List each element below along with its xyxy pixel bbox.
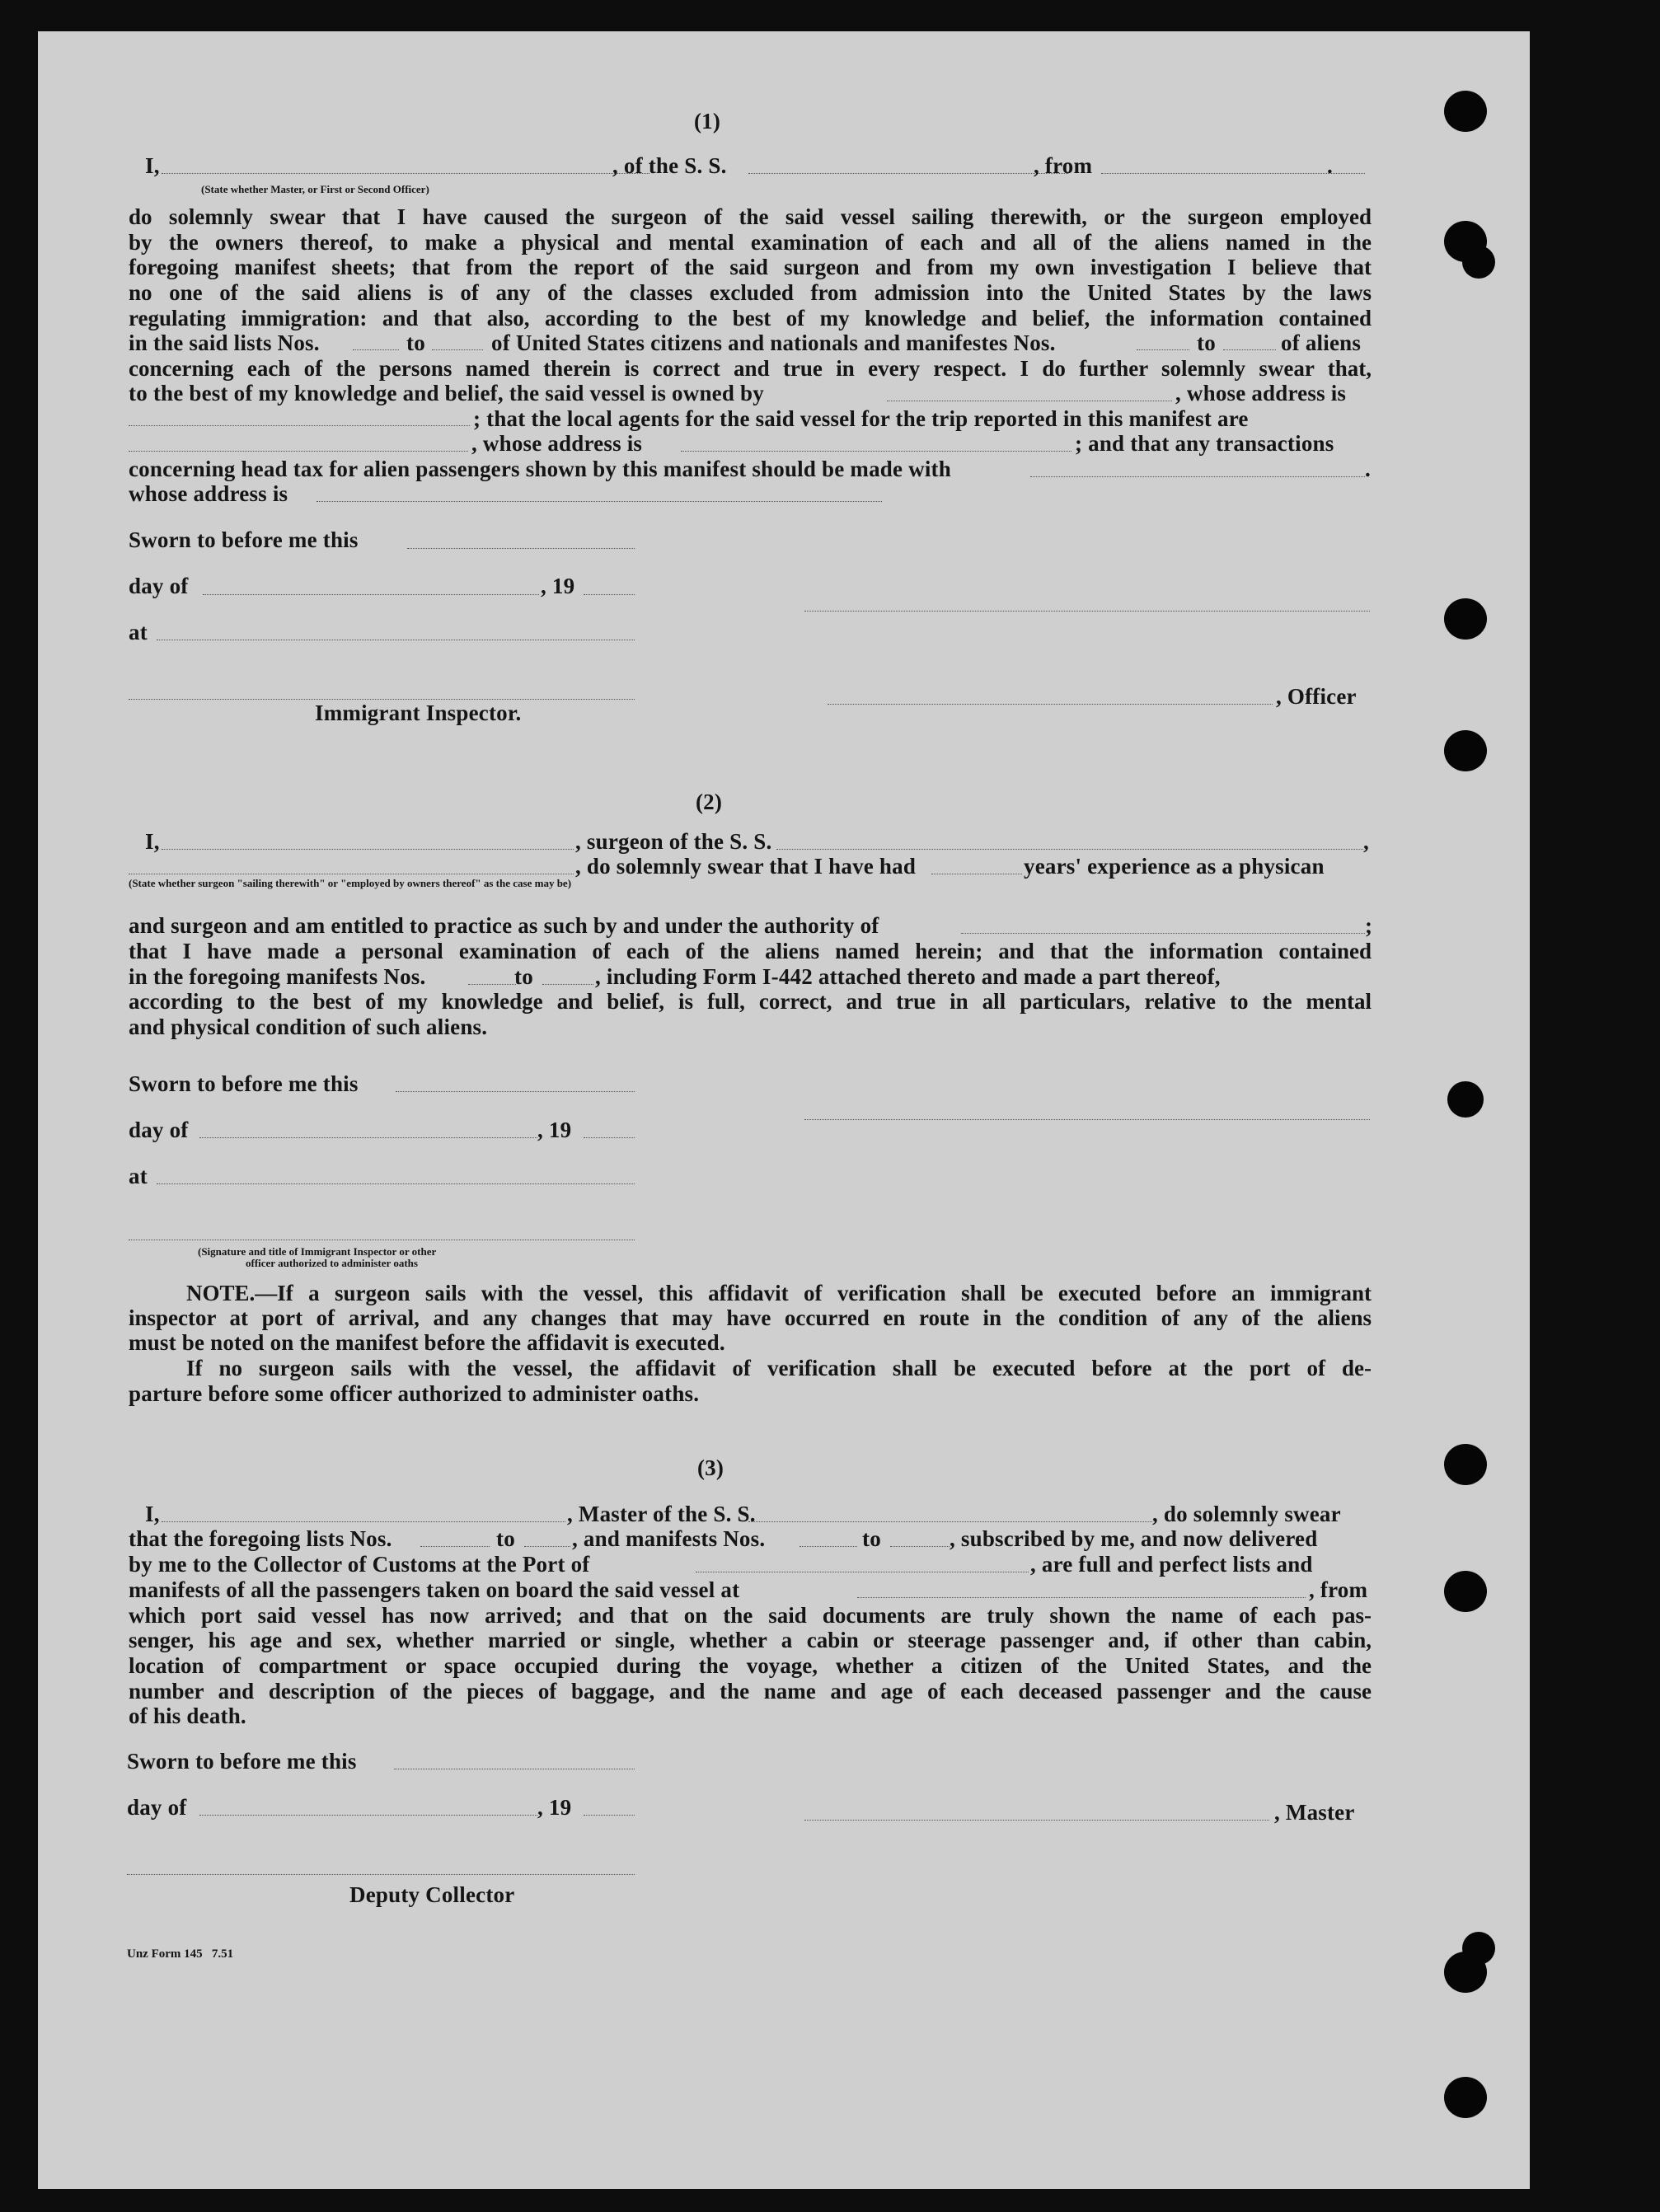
s3-line-5: which port said vessel has now arrived; and that on the said documents are truly shown the name of each pas- [129,1603,1372,1628]
s3-i-label: I, [145,1502,160,1526]
vessel-name-field[interactable] [748,173,1068,174]
punch-hole [1444,1571,1487,1612]
s2-year-field[interactable] [584,1137,635,1138]
s3-line-9: of his death. [129,1704,246,1728]
s3-line-8: number and description of the pieces of baggage, and the name and age of each deceased passenger and the cause [129,1679,1372,1704]
surgeon-name-field[interactable] [162,849,574,850]
s1-owned-by-text: to the best of my knowledge and belief, the said vessel is owned by [129,381,764,405]
punch-hole [1447,1081,1484,1118]
s1-sworn-label: Sworn to before me this [129,527,359,552]
s2-day-of-label: day of [129,1118,189,1142]
s3-master-ss-label: , Master of the S. S. [567,1502,756,1526]
s3-manifests-from-field[interactable] [800,1546,857,1547]
s1-line-2: by the owners thereof, to make a physical and mental examination of each and all of the aliens named in the [129,230,1372,255]
s2-signature-line[interactable] [804,1119,1370,1120]
s3-sworn-label: Sworn to before me this [127,1749,357,1774]
s2-manifests-nos-label: in the foregoing manifests Nos. [129,964,426,989]
punch-hole [1444,2077,1487,2118]
s2-swear-text: , do solemnly swear that I have had [575,854,917,879]
s2-sworn-label: Sworn to before me this [129,1071,359,1096]
s1-from-label: , from [1034,153,1093,178]
lists-to-field[interactable] [432,349,483,350]
inspector-signature-line[interactable] [129,699,635,700]
s1-line-3: foregoing manifest sheets; that from the report of the said surgeon and from my own investigation I believe that [129,255,1372,279]
s3-delivered-text: , subscribed by me, and now delivered [950,1526,1318,1551]
note-line-3: must be noted on the manifest before the affidavit is executed. [129,1330,725,1355]
s1-lists-nos-label: in the said lists Nos. [129,330,320,355]
s3-line-6: senger, his age and sex, whether married or single, whether a cabin or steerage passenger and, if other than cabin, [129,1628,1372,1652]
s3-collector-text: by me to the Collector of Customs at the Port of [129,1552,590,1577]
s1-day-of-label: day of [129,574,189,598]
s2-place-field[interactable] [157,1183,635,1184]
s2-form-i442-text: , including Form I-442 attached thereto and made a part thereof, [595,964,1221,989]
agents-name-field[interactable] [129,451,468,452]
s1-to-label-2: to [1197,330,1216,355]
s2-year-label: , 19 [537,1118,572,1142]
punch-hole [1462,246,1495,279]
authority-field[interactable] [961,933,1365,934]
s2-years-text: years' experience as a physican [1024,854,1325,879]
note-line-4: If no surgeon sails with the vessel, the affidavit of verification shall be executed before at the port of de- [186,1356,1372,1380]
s3-departure-port-field[interactable] [857,1597,1306,1598]
s1-year-label: , 19 [541,574,575,598]
section-1-number: (1) [693,109,721,134]
punch-hole [1444,1444,1487,1485]
s3-manifests-text: manifests of all the passengers taken on board the said vessel at [129,1577,740,1602]
head-tax-contact-field[interactable] [1030,476,1365,477]
s3-month-field[interactable] [199,1815,537,1816]
s2-semicolon: ; [1365,913,1373,938]
s1-transactions-text: ; and that any transactions [1075,431,1334,456]
s1-to-label-1: to [406,330,425,355]
manifests-to-field[interactable] [1223,349,1276,350]
s2-vessel-field[interactable] [776,849,1363,850]
s1-signature-line[interactable] [804,611,1370,612]
s2-at-label: at [129,1164,148,1188]
punch-hole [1444,730,1487,771]
head-tax-address-field[interactable] [317,501,882,502]
s2-manifests-to-field[interactable] [542,984,593,985]
s2-sworn-day-field[interactable] [396,1091,635,1092]
deputy-collector-label: Deputy Collector [349,1882,515,1907]
s2-authority-text: and surgeon and am entitled to practice as such by and under the authority of [129,913,879,938]
s1-line-7: concerning each of the persons named therein is correct and true in every respect. I do further solemnly swear that, [129,356,1372,381]
s1-of-ss-label: , of the S. S. [612,153,727,178]
s3-lists-text: , are full and perfect lists and [1030,1552,1313,1577]
master-name-field[interactable] [162,173,649,174]
s1-line-4: no one of the said aliens is of any of the classes excluded from admission into the United States by the laws [129,280,1372,305]
s2-signature-note-1: (Signature and title of Immigrant Inspector or other [198,1245,437,1258]
s3-vessel-field[interactable] [748,1521,1152,1522]
s3-lists-to-field[interactable] [524,1546,570,1547]
s2-line-4: according to the best of my knowledge and belief, is full, correct, and true in all particulars, relative to the mental [129,989,1372,1014]
s3-lists-from-field[interactable] [420,1546,490,1547]
s2-comma: , [1363,829,1369,854]
s2-signature-note-2: officer authorized to administer oaths [246,1257,418,1269]
s1-citizens-text: of United States citizens and nationals and manifestes Nos. [491,330,1056,355]
s1-line-5: regulating immigration: and that also, according to the best of my knowledge and belief, the information contained [129,306,1372,330]
s3-line-7: location of compartment or space occupied during the voyage, whether a citizen of the United States, and the [129,1653,1372,1678]
s2-to-label: to [514,964,533,989]
s2-line-2: that I have made a personal examination of each of the aliens named herein; and that the information contained [129,939,1372,963]
s3-manifests-to-field[interactable] [890,1546,950,1547]
punch-hole [1444,1952,1487,1993]
surgeon-type-note: (State whether surgeon "sailing therewith" or "employed by owners thereof" as the case may be) [129,877,572,889]
master-officer-note: (State whether Master, or First or Second Officer) [201,183,429,195]
s3-master-name-field[interactable] [162,1521,565,1522]
s3-year-field[interactable] [584,1815,635,1816]
note-line-2: inspector at port of arrival, and any changes that may have occurred en route in the condition of any of the aliens [129,1305,1372,1330]
s3-lists-nos-label: that the foregoing lists Nos. [129,1526,392,1551]
s2-i-label: I, [145,829,160,854]
s2-month-field[interactable] [199,1137,537,1138]
s1-month-field[interactable] [203,594,539,595]
s3-year-label: , 19 [537,1795,572,1820]
punch-hole [1444,598,1487,640]
officer-signature-line[interactable] [828,704,1273,705]
master-signature-line[interactable] [804,1820,1269,1821]
lists-from-field[interactable] [353,349,399,350]
s1-local-agents-text: ; that the local agents for the said vessel for the trip reported in this manifest are [473,406,1249,431]
s1-period-2: . [1365,457,1371,481]
s1-head-tax-text: concerning head tax for alien passengers shown by this manifest should be made with [129,457,951,481]
s2-surgeon-ss-label: , surgeon of the S. S. [575,829,772,854]
s1-of-aliens-text: of aliens [1281,330,1362,355]
s3-from-label: , from [1309,1577,1368,1602]
s1-i-label: I, [145,153,160,178]
note-line-1: NOTE.—If a surgeon sails with the vessel, this affidavit of verification shall be executed before an immigrant [186,1281,1372,1305]
s3-day-of-label: day of [127,1795,187,1820]
s1-year-field[interactable] [584,594,635,595]
s3-manifests-nos-label: , and manifests Nos. [572,1526,766,1551]
officer-label: , Officer [1276,684,1357,709]
s1-line-1: do solemnly swear that I have caused the surgeon of the said vessel sailing therewith, or the surgeon employed [129,204,1372,229]
s1-at-label: at [129,620,148,644]
section-3-number: (3) [696,1455,724,1480]
note-line-5: parture before some officer authorized to administer oaths. [129,1381,700,1406]
s3-to-label-1: to [496,1526,515,1551]
s3-swear-text: , do solemnly swear [1152,1502,1341,1526]
s1-period: . [1327,153,1333,178]
s1-agents-address-label: , whose address is [471,431,643,456]
form-number: Unz Form 145 7.51 [127,1947,234,1961]
owner-address-field[interactable] [129,425,470,426]
section-2-number: (2) [695,790,723,814]
agents-address-field[interactable] [681,451,1071,452]
s1-owner-address-label: , whose address is [1175,381,1347,405]
punch-hole [1444,91,1487,132]
s2-line-5: and physical condition of such aliens. [129,1015,488,1039]
s3-to-label-2: to [862,1526,881,1551]
form-sheet [38,31,1530,2189]
immigrant-inspector-label: Immigrant Inspector. [315,701,522,725]
collector-signature-line[interactable] [127,1874,635,1875]
s1-sworn-day-field[interactable] [407,548,635,549]
from-port-field[interactable] [1101,173,1365,174]
manifests-from-field[interactable] [1137,349,1189,350]
master-label: , Master [1274,1800,1355,1825]
s2-manifests-from-field[interactable] [468,984,516,985]
s1-whose-address-label: whose address is [129,481,288,506]
